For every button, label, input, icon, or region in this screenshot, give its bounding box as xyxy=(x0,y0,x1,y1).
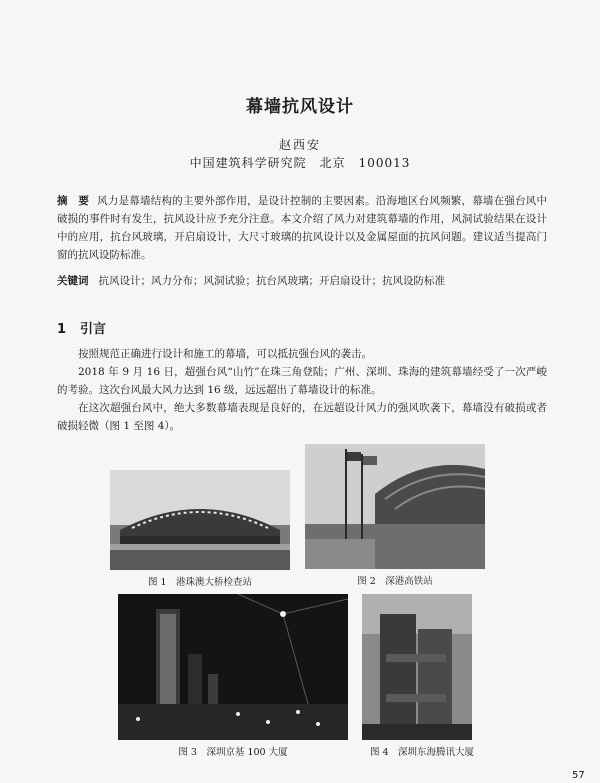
section-body xyxy=(57,345,547,435)
figure-caption: 图 2 深港高铁站 xyxy=(357,576,433,587)
body-paragraph: 在这次超强台风中，绝大多数幕墙表现是良好的，在远超设计风力的强风吹袭下，幕墙没有破损或者破损轻微（图 1 至图 4）。 xyxy=(57,402,547,432)
figure-4 xyxy=(362,594,482,760)
abstract-text: 风力是幕墙结构的主要外部作用，是设计控制的主要因素。沿海地区台风频繁，幕墙在强台风中破损的事件时有发生，抗风设计应予充分注意。本文介绍了风力对建筑幕墙的作用，风洞试验结果在设计中的应用，抗台风玻璃，开启扇设计，大尺寸玻璃的抗风设计以及金属屋面的抗风问题。建议适当提高门窗的抗风设防标准。 xyxy=(57,195,548,261)
figure-caption: 图 1 港珠澳大桥检查站 xyxy=(147,577,253,588)
section-number: 1 xyxy=(57,322,67,337)
figure-3 xyxy=(118,594,348,760)
body-paragraph: 按照规范正确进行设计和施工的幕墙，可以抵抗强台风的袭击。 xyxy=(78,348,372,360)
figure-2 xyxy=(305,444,485,590)
keywords-block xyxy=(57,272,547,290)
abstract-block xyxy=(57,192,547,264)
author-affiliation: 中国建筑科学研究院 北京 100013 xyxy=(189,156,411,170)
figure-1 xyxy=(110,470,290,590)
border-station-photo-icon xyxy=(110,470,290,570)
figure-caption: 图 4 深圳东海腾讯大厦 xyxy=(369,747,475,758)
body-paragraph: 2018 年 9 月 16 日，超强台风“山竹”在珠三角登陆；广州、深圳、珠海的建筑幕墙经受了一次严峻的考验。这次台风最大风力达到 16 级，远远超出了幕墙设计的标准。 xyxy=(57,366,547,396)
page-number: 57 xyxy=(572,770,585,781)
keywords-label: 关键词 xyxy=(57,275,89,287)
railway-station-photo-icon xyxy=(305,444,485,569)
abstract-label: 摘 要 xyxy=(57,195,90,207)
figure-caption: 图 3 深圳京基 100 大厦 xyxy=(178,747,288,758)
keywords-text: 抗风设计；风力分布；风洞试验；抗台风玻璃；开启扇设计；抗风设防标准 xyxy=(98,275,445,287)
kk100-tower-photo-icon xyxy=(118,594,348,740)
section-heading xyxy=(57,318,106,337)
tencent-building-photo-icon xyxy=(362,594,472,740)
section-title: 引言 xyxy=(80,322,107,337)
author-name: 赵西安 xyxy=(278,138,321,152)
paper-title: 幕墙抗风设计 xyxy=(246,97,354,117)
